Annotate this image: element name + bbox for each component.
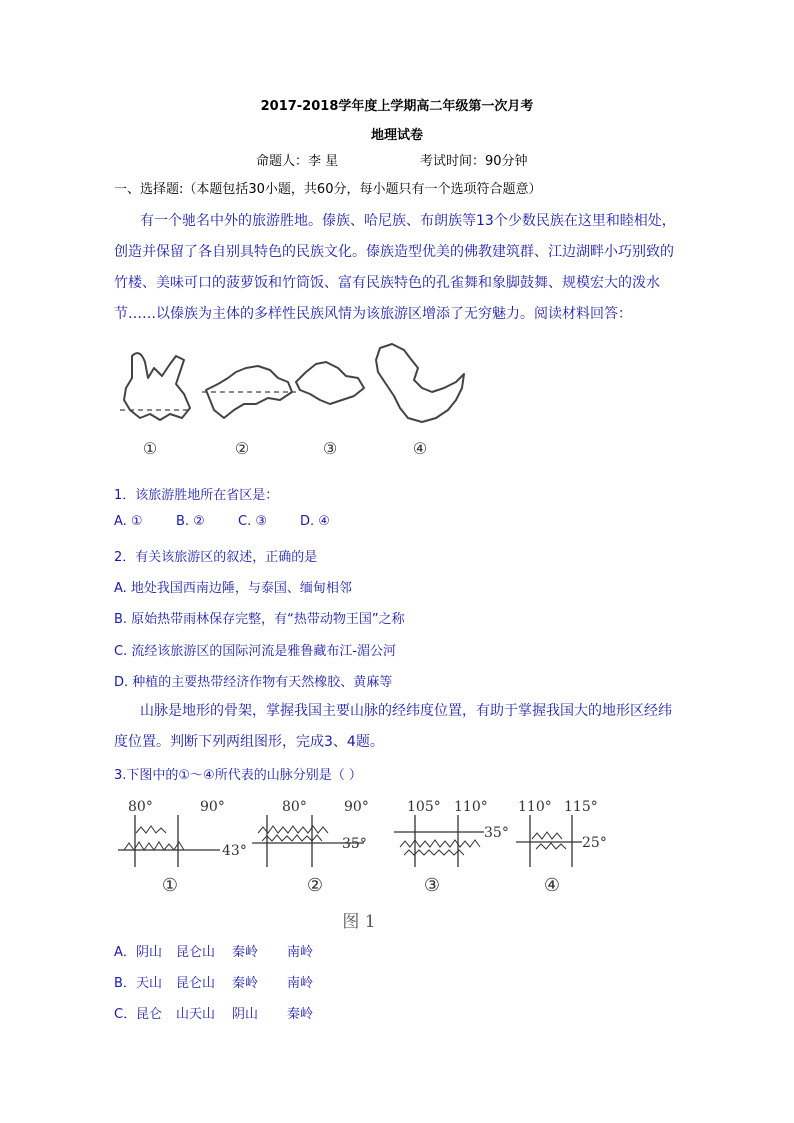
q3-option-a-item3: 秦岭 [232,945,259,960]
q3-option-b-item4: 南岭 [287,976,314,991]
q2-option-b: B. 原始热带雨林保存完整，有“热带动物王国”之称 [114,612,405,627]
figure-caption: 图 1 [342,912,376,932]
panel1-lon1: 80° [128,799,153,815]
panel4-label: ④ [543,875,561,896]
q3-option-a-item1: 阴山 [136,945,163,960]
q3-option-a-item2: 昆仑山 [176,945,216,960]
panel1-label: ① [161,875,179,896]
section-heading: 一、选择题:（本题包括30小题，共60分，每小题只有一个选项符合题意） [114,182,542,197]
panel4-lat: 25° [582,835,607,851]
mountain-grid-figure [112,795,612,935]
panel2-label: ② [306,875,324,896]
q1-option-d: D. ④ [300,514,330,529]
q3-option-a [114,941,314,960]
q3-option-c-item1: 昆仑 [136,1007,163,1022]
q3-option-c-item3: 阴山 [232,1007,259,1022]
passage1-line2: 创造并保留了各自别具特色的民族文化。傣族造型优美的佛教建筑群、江边湖畔小巧别致的 [114,244,674,260]
q3-option-b [114,972,314,991]
q1-option-a: A. ① [114,514,143,529]
panel1-lat: 43° [222,843,247,859]
figure1-label-3: ③ [322,439,338,458]
q3-option-c-letter: C． [114,1007,137,1022]
q3-stem: 3.下图中的①～④所代表的山脉分别是（ ） [114,768,362,783]
passage1-line3: 竹楼、美味可口的菠萝饭和竹筒饭、富有民族特色的孔雀舞和象脚鼓舞、规模宏大的泼水 [114,275,660,291]
mountain-panel-3 [394,815,484,867]
exam-subtitle: 地理试卷 [370,128,423,143]
q1-stem: 1．该旅游胜地所在省区是： [114,488,279,503]
q3-option-a-item4: 南岭 [287,945,314,960]
mountain-panel-4 [516,815,582,867]
q2-option-a: A. 地处我国西南边陲，与泰国、缅甸相邻 [114,581,352,596]
q2-option-c: C. 流经该旅游区的国际河流是雅鲁藏布江-湄公河 [114,644,397,659]
passage2-line2: 度位置。判断下列两组图形，完成3、4题。 [114,734,384,750]
figure1-label-1: ① [142,439,158,458]
panel4-lon1: 110° [518,799,552,815]
panel2-lon1: 80° [282,799,307,815]
province-outline-3 [296,362,364,404]
panel3-lat: 35° [484,825,509,841]
passage1-line4: 节……以傣族为主体的多样性民族风情为该旅游区增添了无穷魅力。阅读材料回答： [114,306,632,322]
panel3-lon2: 110° [454,799,488,815]
panel2-lat: 35° [342,836,367,852]
province-outline-4 [376,344,464,422]
mountain-panel-1 [118,815,220,867]
exam-title: 2017-2018学年度上学期高二年级第一次月考 [260,99,534,114]
q3-option-b-item1: 天山 [136,976,163,991]
panel3-lon1: 105° [407,799,441,815]
q3-option-b-item2: 昆仑山 [176,976,216,991]
q3-option-c-item4: 秦岭 [287,1007,314,1022]
q3-option-b-letter: B． [114,976,136,991]
province-outline-figure [110,338,480,463]
q2-option-d: D. 种植的主要热带经济作物有天然橡胶、黄麻等 [114,675,393,690]
panel4-lon2: 115° [564,799,598,815]
q3-option-c [114,1003,314,1022]
passage2-line1: 山脉是地形的骨架，掌握我国主要山脉的经纬度位置，有助于掌握我国大的地形区经纬 [140,703,672,719]
q1-option-b: B. ② [176,514,205,529]
q3-option-b-item3: 秦岭 [232,976,259,991]
q2-stem: 2．有关该旅游区的叙述，正确的是 [114,550,318,565]
time-label: 考试时间：90分钟 [420,154,528,169]
figure1-label-2: ② [234,439,250,458]
passage1-line1: 有一个驰名中外的旅游胜地。傣族、哈尼族、布朗族等13个少数民族在这里和睦相处， [140,213,676,229]
q3-option-a-letter: A． [114,945,136,960]
panel1-lon2: 90° [200,799,225,815]
q3-option-c-item2: 山天山 [176,1007,216,1022]
author-label: 命题人：李 星 [256,154,339,169]
panel2-lon2: 90° [344,799,369,815]
q1-option-c: C. ③ [238,514,267,529]
figure1-label-4: ④ [412,439,428,458]
panel3-label: ③ [423,875,441,896]
